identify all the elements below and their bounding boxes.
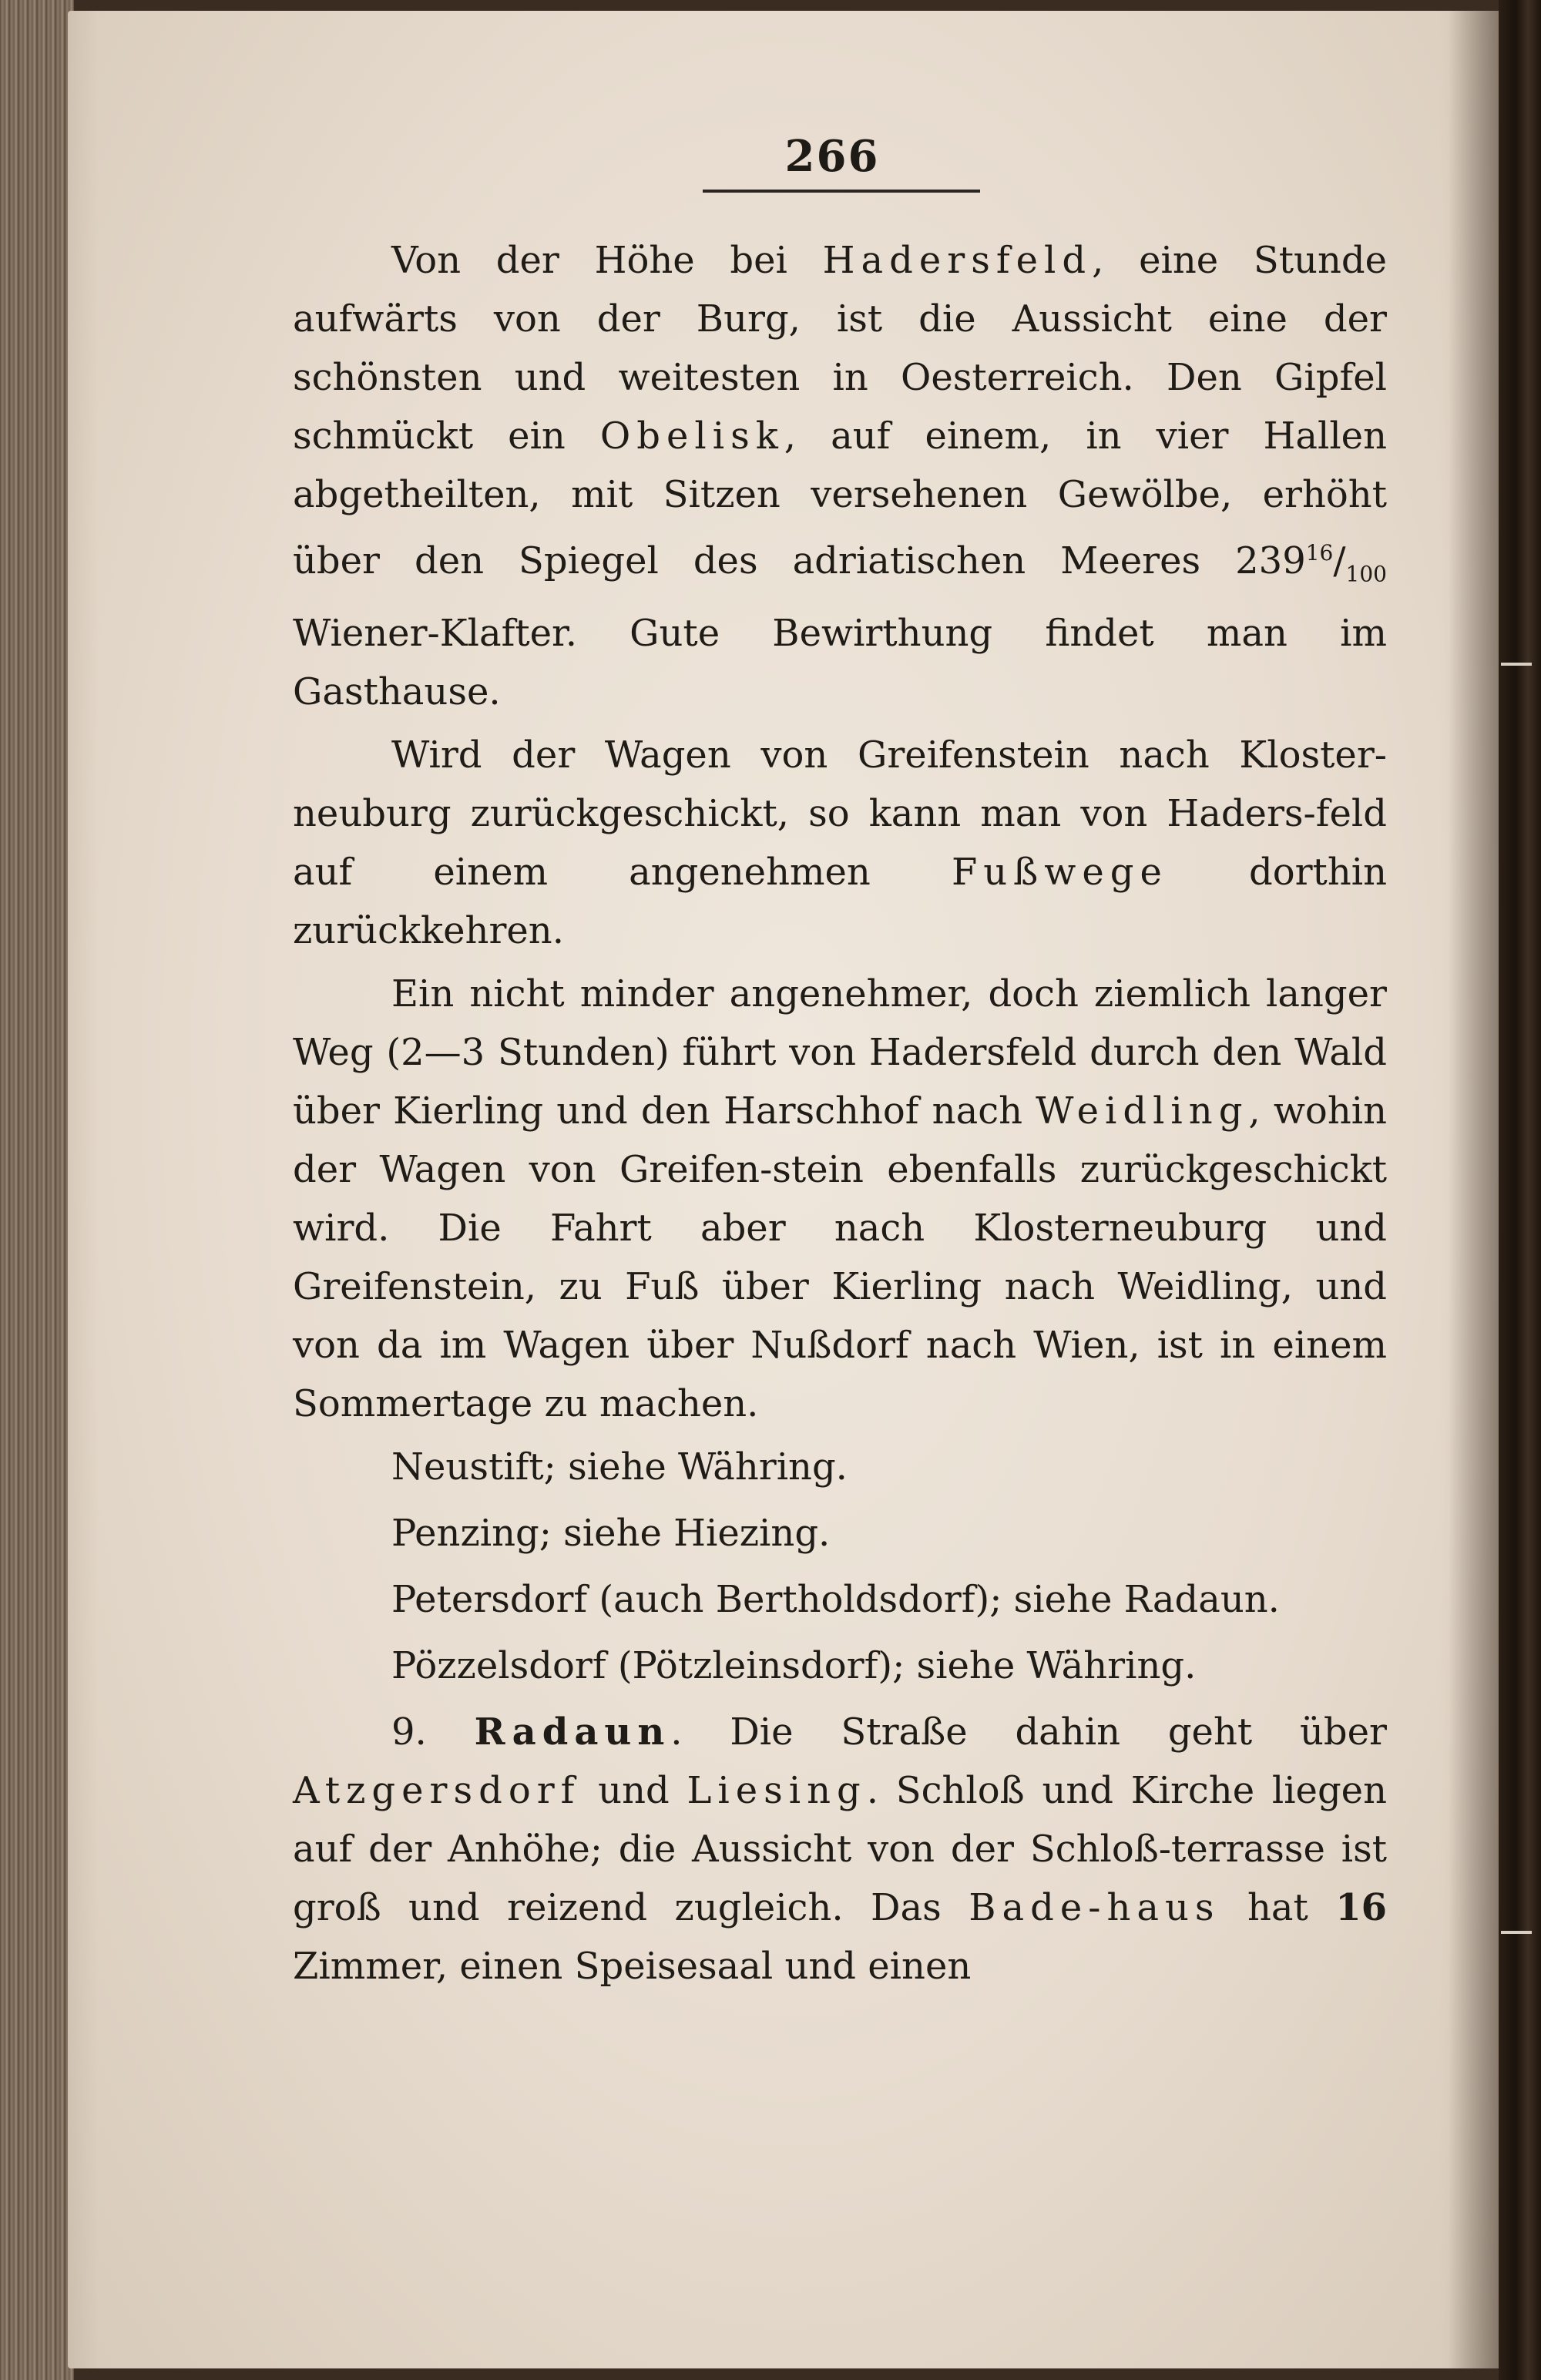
- emphasized-term: Radaun: [474, 1710, 671, 1754]
- text-run: Von der Höhe bei: [391, 239, 823, 282]
- paragraph: [293, 1703, 1387, 1996]
- paragraph: [293, 965, 1387, 1433]
- text-run: . Schloß und Kirche liegen auf der Anhöhe; die Aussicht von der Schloß-terrasse ist groß und reizend zugleich. Das: [293, 1768, 1387, 1929]
- emphasized-term: Obelisk: [599, 415, 784, 458]
- emphasized-term: Bade-haus: [969, 1885, 1220, 1929]
- text-run: 16: [1305, 540, 1334, 566]
- text-run: . Die Straße dahin geht über: [670, 1710, 1388, 1754]
- text-run: Ein nicht minder angenehmer, doch ziemlich langer Weg (2—3 Stunden) führt von Hadersfeld durch den Wald über Kierling und den Harschhof nach: [293, 972, 1387, 1133]
- text-run: Neustift; siehe Währing.: [391, 1445, 848, 1489]
- paragraph: [293, 726, 1387, 960]
- index-entry: [293, 1438, 1387, 1496]
- paragraph: [293, 231, 1387, 721]
- gutter-shadow: [1449, 11, 1502, 2368]
- text-run: 16: [1335, 1885, 1388, 1929]
- emphasized-term: Hadersfeld: [822, 239, 1093, 282]
- index-entry: [293, 1636, 1387, 1695]
- text-run: 100: [1345, 561, 1387, 587]
- text-run: Wird der Wagen von Greifenstein nach Kloster-neuburg zurückgeschickt, so kann man von Haders-feld auf einem angenehmen: [293, 733, 1387, 894]
- text-run: Petersdorf (auch Bertholdsdorf); siehe Radaun.: [391, 1577, 1280, 1621]
- page-number: 266: [784, 131, 880, 182]
- text-run: dorthin zurückkehren.: [293, 850, 1388, 952]
- text-run: , auf einem, in vier Hallen abgetheilten, mit Sitzen versehenen Gewölbe, erhöht über den Spiegel des adriatischen Meeres 239: [293, 415, 1388, 582]
- book-fore-edge: [0, 0, 74, 2380]
- text-run: /: [1333, 539, 1346, 582]
- text-run: , eine Stunde aufwärts von der Burg, ist die Aussicht eine der schönsten und weitesten in Oesterreich. Den Gipfel schmückt ein: [293, 239, 1388, 458]
- index-entry: [293, 1570, 1387, 1629]
- body-text: [293, 231, 1387, 2000]
- emphasized-term: Atzgersdorf: [293, 1768, 581, 1812]
- index-entry: [293, 1504, 1387, 1563]
- emphasized-term: Fußwege: [951, 850, 1168, 894]
- emphasized-term: Weidling: [1036, 1089, 1249, 1133]
- book-binding-edge: [1499, 0, 1541, 2380]
- binding-thread-mark: [1501, 663, 1532, 666]
- header-rule: [703, 190, 980, 193]
- text-run: und: [580, 1768, 687, 1812]
- text-run: Pözzelsdorf (Pötzleinsdorf); siehe Währing.: [391, 1643, 1197, 1687]
- text-run: , wohin der Wagen von Greifen-stein ebenfalls zurückgeschickt wird. Die Fahrt aber nach Klosterneuburg und Greifenstein, zu Fuß über Kierling nach Weidling, und von da im Wagen über Nußdorf nach Wien, ist in einem Sommertage zu machen.: [293, 1089, 1387, 1425]
- binding-thread-mark: [1501, 1931, 1532, 1934]
- text-run: Zimmer, einen Speisesaal und einen: [293, 1944, 972, 1988]
- text-run: hat: [1220, 1885, 1336, 1929]
- emphasized-term: Liesing: [687, 1768, 867, 1812]
- text-run: Penzing; siehe Hiezing.: [391, 1511, 831, 1555]
- text-run: 9.: [391, 1710, 475, 1754]
- text-run: Wiener-Klafter. Gute Bewirthung findet man im Gasthause.: [293, 611, 1387, 713]
